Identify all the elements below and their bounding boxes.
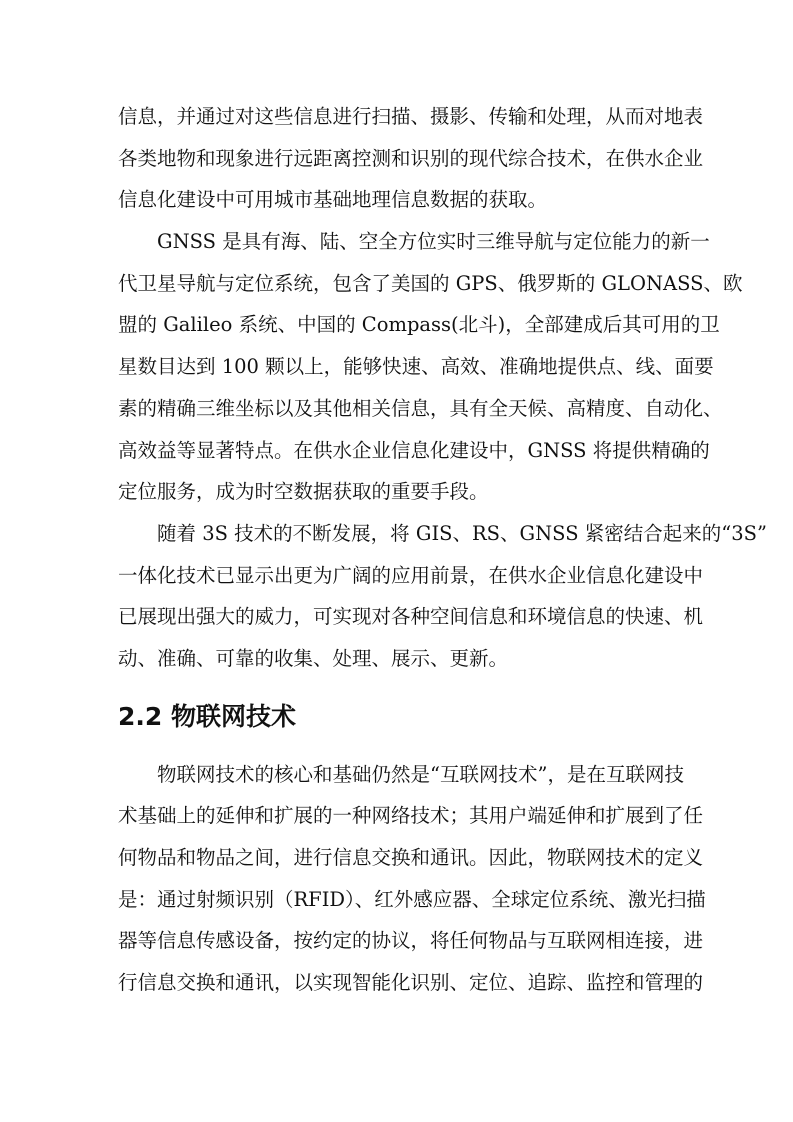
text-line: 高效益等显著特点。在供水企业信息化建设中，GNSS 将提供精确的 [118, 438, 710, 462]
text-line: 行信息交换和通讯，以实现智能化识别、定位、追踪、监控和管理的 [118, 971, 704, 995]
paragraphs-after-heading [118, 754, 706, 1004]
document-body [118, 96, 767, 1004]
text-line: 动、准确、可靠的收集、处理、展示、更新。 [118, 646, 509, 670]
text-line: 物联网技术的核心和基础仍然是“互联网技术”，是在互联网技 [157, 762, 684, 786]
text-line: 信息化建设中可用城市基础地理信息数据的获取。 [118, 188, 548, 212]
text-line: 星数目达到 100 颗以上，能够快速、高效、准确地提供点、线、面要 [118, 355, 714, 379]
text-line: 代卫星导航与定位系统，包含了美国的 GPS、俄罗斯的 GLONASS、欧 [118, 271, 743, 295]
paragraph [118, 221, 743, 513]
section-heading: 2.2 物联网技术 [118, 701, 296, 731]
text-line: 一体化技术已显示出更为广阔的应用前景，在供水企业信息化建设中 [118, 563, 704, 587]
text-line: 盟的 Galileo 系统、中国的 Compass(北斗)，全部建成后其可用的卫 [118, 313, 720, 337]
text-line: 器等信息传感设备，按约定的协议，将任何物品与互联网相连接，进 [118, 929, 704, 953]
paragraph [118, 754, 706, 1004]
text-line: 定位服务，成为时空数据获取的重要手段。 [118, 480, 489, 504]
text-line: 素的精确三维坐标以及其他相关信息，具有全天候、高精度、自动化、 [118, 396, 723, 420]
text-line: 各类地物和现象进行远距离控测和识别的现代综合技术，在供水企业 [118, 146, 704, 170]
text-line: 随着 3S 技术的不断发展，将 GIS、RS、GNSS 紧密结合起来的“3S” [157, 521, 767, 545]
text-line: 已展现出强大的威力，可实现对各种空间信息和环境信息的快速、机 [118, 605, 704, 629]
text-line: 何物品和物品之间，进行信息交换和通讯。因此，物联网技术的定义 [118, 846, 704, 869]
paragraph [118, 513, 767, 680]
paragraphs-before-heading [118, 96, 767, 680]
text-line: 是：通过射频识别（RFID）、红外感应器、全球定位系统、激光扫描 [118, 887, 706, 911]
text-line: GNSS 是具有海、陆、空全方位实时三维导航与定位能力的新一 [157, 230, 710, 254]
text-line: 术基础上的延伸和扩展的一种网络技术；其用户端延伸和扩展到了任 [118, 804, 704, 828]
paragraph [118, 96, 704, 221]
text-line: 信息，并通过对这些信息进行扫描、摄影、传输和处理，从而对地表 [118, 105, 704, 128]
